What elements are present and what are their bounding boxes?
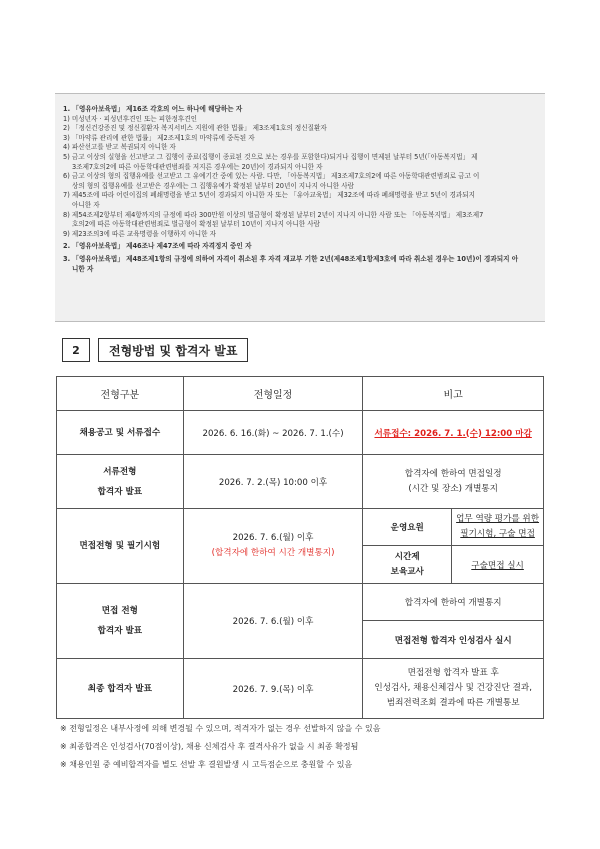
sub-label-line: 보육교사 — [390, 566, 424, 577]
sub-note-staff — [452, 509, 544, 546]
row-date-line: (합격자에 한하여 시간 개별통지) — [211, 548, 335, 558]
header-schedule: 전형일정 — [183, 377, 363, 411]
row-category-line: 합격자 발표 — [97, 486, 143, 497]
row-category — [57, 584, 184, 659]
list-item: 1. 「영유아보육법」 제16조 각호의 어느 하나에 해당하는 자 — [63, 105, 243, 113]
list-item: 2) 「정신건강증진 및 정신질환자 복지서비스 지원에 관한 법률」 제3조제1호의 정신질환자 — [63, 124, 327, 133]
table-row — [57, 584, 544, 621]
sub-note-line: 필기시험, 구술 면접 — [460, 529, 535, 539]
note-line: ※ 전형일정은 내부사정에 의해 변경될 수 있으며, 적격자가 없는 경우 선발하지 않을 수 있음 — [60, 724, 381, 733]
list-item: 3조제7호의2에 따른 아동학대관련범죄를 저지른 경우에는 20년)이 경과되지 아니한 자 — [72, 162, 323, 171]
row-category-line: 합격자 발표 — [97, 626, 143, 636]
section-heading — [62, 338, 248, 362]
row-category — [57, 455, 184, 509]
list-item: 1) 미성년자 · 피성년후견인 또는 피한정후견인 — [63, 114, 197, 123]
list-item: 아니한 자 — [72, 200, 100, 209]
row-date: 2026. 6. 16.(화) ~ 2026. 7. 1.(수) — [183, 411, 363, 455]
row-note: 합격자에 한하여 개별통지 — [363, 584, 544, 621]
table-row — [57, 659, 544, 719]
sub-label-teacher — [363, 546, 452, 584]
list-item: 2. 「영유아보육법」 제46조나 제47조에 따라 자격정지 중인 자 — [63, 242, 252, 251]
header-remarks: 비고 — [363, 377, 544, 411]
list-item: 니한 자 — [72, 264, 94, 273]
table-row — [57, 509, 544, 546]
sub-note-line: 업무 역량 평가를 위한 — [456, 514, 540, 524]
list-item: 4) 파산선고를 받고 복권되지 아니한 자 — [63, 143, 176, 152]
row-note-line: (시간 및 장소) 개별통지 — [408, 483, 498, 494]
schedule-table — [56, 376, 544, 719]
list-item: 5) 금고 이상의 실형을 선고받고 그 집행이 종료(집행이 종료된 것으로 보는 경우를 포함한다)되거나 집행이 면제된 날부터 5년(「아동복지법」 제 — [63, 152, 478, 161]
row-note-line: 면접전형 합격자 발표 후 — [407, 668, 499, 678]
row-note-line: 인성검사, 채용신체검사 및 건강진단 결과, — [374, 683, 532, 693]
header-category: 전형구분 — [57, 377, 184, 411]
list-item: 3) 「마약류 관리에 관한 법률」 제2조제1호의 마약류에 중독된 자 — [63, 133, 255, 142]
row-note — [363, 659, 544, 719]
table-row — [57, 411, 544, 455]
sub-note-teacher: 구술면접 실시 — [452, 546, 544, 584]
row-category-line: 서류전형 — [103, 466, 137, 477]
list-item: 6) 금고 이상의 형의 집행유예를 선고받고 그 유예기간 중에 있는 사람. 다만, 「아동복지법」 제3조제7호의2에 따른 아동학대관련범죄로 금고 이 — [63, 172, 480, 181]
row-note — [363, 455, 544, 509]
row-date-line: 2026. 7. 6.(월) 이후 — [232, 533, 314, 543]
row-category-line: 면접 전형 — [101, 606, 138, 616]
note-line: ※ 채용인원 중 예비합격자를 별도 선발 후 결원발생 시 고득점순으로 충원할 수 있음 — [60, 760, 353, 769]
sub-label-staff: 운영요원 — [363, 509, 452, 546]
sub-label-line: 시간제 — [394, 551, 420, 562]
row-note-line: 합격자에 한하여 면접일정 — [404, 468, 502, 479]
row-note: 면접전형 합격자 인성검사 실시 — [363, 621, 544, 659]
row-category: 최종 합격자 발표 — [57, 659, 184, 719]
list-item: 8) 제54조제2항부터 제4항까지의 규정에 따라 300만원 이상의 벌금형이 확정된 날부터 2년이 지나지 아니한 사람 또는 「아동복지법」 제3조제7 — [63, 210, 484, 219]
row-note: 서류접수: 2026. 7. 1.(수) 12:00 마감 — [363, 411, 544, 455]
list-item: 상의 형의 집행유예를 선고받은 경우에는 그 집행유예가 확정된 날부터 20년이 지나지 아니한 사람 — [72, 181, 354, 190]
section-title: 전형방법 및 합격자 발표 — [98, 338, 248, 362]
list-item: 7) 제45조에 따라 어린이집의 폐쇄명령을 받고 5년이 경과되지 아니한 자 또는 「유아교육법」 제32조에 따라 폐쇄명령을 받고 5년이 경과되지 — [63, 191, 475, 200]
row-category: 채용공고 및 서류접수 — [57, 411, 184, 455]
row-date: 2026. 7. 6.(월) 이후 — [183, 584, 363, 659]
note-line: ※ 최종합격은 인성검사(70점이상), 채용 신체검사 후 결격사유가 없을 시 최종 확정됨 — [60, 742, 359, 751]
disqualification-list — [55, 94, 545, 274]
list-item: 9) 제23조의3에 따른 교육명령을 이행하지 아니한 자 — [63, 229, 216, 238]
disqualification-box — [55, 93, 545, 322]
list-item: 호의2에 따른 아동학대관련범죄로 벌금형이 확정된 날부터 10년이 지나지 아니한 사람 — [72, 220, 321, 229]
row-category: 면접전형 및 필기시험 — [57, 509, 184, 584]
list-item: 3. 「영유아보육법」 제48조제1항의 규정에 의하여 자격이 취소된 후 자격 재교부 기한 2년(제48조제1항제3호에 따라 취소된 경우는 10년)이 경과되지 아 — [63, 254, 519, 263]
row-date — [183, 509, 363, 584]
row-date: 2026. 7. 2.(목) 10:00 이후 — [183, 455, 363, 509]
row-note-line: 범죄전력조회 결과에 따른 개별통보 — [386, 698, 520, 708]
row-date: 2026. 7. 9.(목) 이후 — [183, 659, 363, 719]
section-number: 2 — [62, 338, 90, 362]
notes — [60, 720, 381, 774]
table-header-row — [57, 377, 544, 411]
table-row — [57, 455, 544, 509]
